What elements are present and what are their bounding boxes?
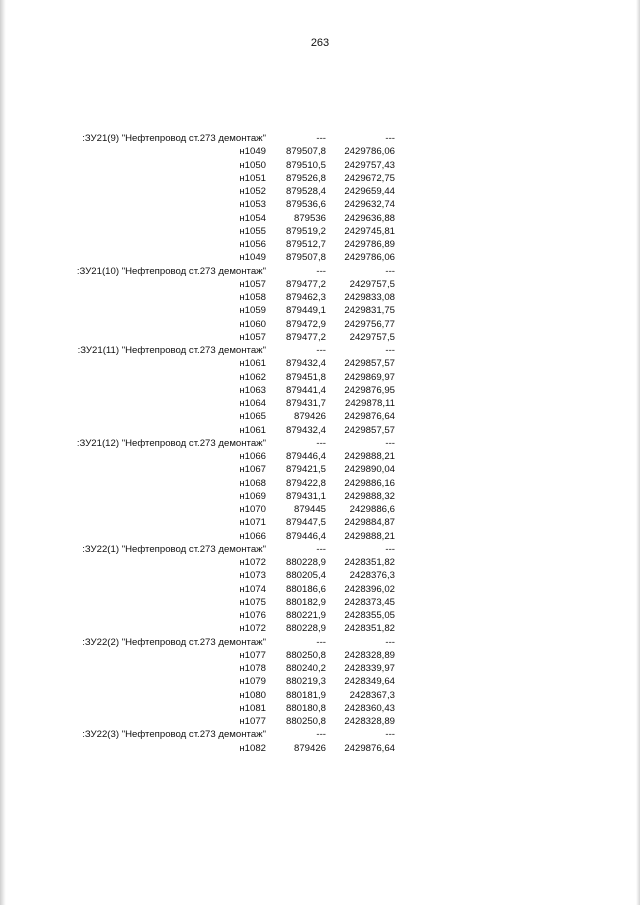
point-label: н1079	[239, 676, 266, 688]
table-row	[40, 145, 395, 158]
point-label: н1054	[239, 212, 266, 224]
coord-y: 2429876,64	[344, 411, 395, 423]
coord-y: 2428355,05	[344, 610, 395, 621]
coord-y: 2429876,64	[344, 742, 395, 754]
point-label: н1082	[239, 742, 266, 754]
page-edge-right	[636, 0, 640, 905]
coord-y: 2428328,89	[344, 716, 395, 727]
coord-y: 2429786,89	[344, 239, 395, 250]
coord-y: 2428339,97	[344, 663, 395, 674]
coord-y: ---	[385, 265, 395, 277]
coord-x: 880250,8	[285, 649, 326, 661]
point-label: н1068	[239, 477, 266, 489]
coord-x: 880181,9	[285, 689, 326, 701]
table-row	[40, 424, 395, 437]
point-label: :ЗУ21(9) "Нефтепровод ст.273 демонтаж"	[82, 133, 266, 144]
coord-y: 2429786,06	[344, 146, 395, 158]
table-row	[40, 503, 395, 516]
coordinates-table	[40, 132, 395, 755]
coord-x: ---	[316, 543, 326, 555]
page-edge-left	[0, 0, 6, 905]
coord-y: 2428373,45	[344, 596, 395, 608]
coord-y: ---	[385, 636, 395, 648]
coord-y: 2428360,43	[344, 702, 395, 714]
coord-x: 880180,8	[285, 702, 326, 714]
point-label: :ЗУ21(10) "Нефтепровод ст.273 демонтаж"	[76, 265, 266, 277]
coord-x: ---	[316, 437, 326, 449]
coord-x: 879422,8	[285, 477, 326, 489]
point-label: :ЗУ21(11) "Нефтепровод ст.273 демонтаж"	[77, 345, 266, 356]
coord-x: ---	[316, 729, 326, 741]
coord-y: ---	[385, 345, 395, 356]
coord-y: 2429831,75	[344, 305, 395, 317]
coord-y: 2429757,5	[349, 331, 395, 343]
point-label: н1062	[239, 371, 266, 383]
point-label: н1077	[239, 649, 266, 661]
table-row	[40, 530, 395, 543]
coord-y: 2429757,5	[349, 278, 395, 290]
table-row	[40, 318, 395, 331]
coord-x: 879446,4	[285, 530, 326, 542]
table-row	[40, 649, 395, 662]
coord-x: 879477,2	[285, 331, 326, 343]
section-header-row	[40, 728, 395, 741]
point-label: н1058	[239, 292, 266, 303]
coord-y: 2429757,43	[344, 159, 395, 171]
coord-x: 879519,2	[285, 225, 326, 237]
coord-y: ---	[385, 729, 395, 741]
coord-x: ---	[316, 345, 326, 356]
table-row	[40, 357, 395, 370]
point-label: н1067	[239, 464, 266, 476]
table-row	[40, 622, 395, 635]
point-label: н1052	[239, 186, 266, 197]
coord-y: 2428376,3	[349, 570, 395, 582]
table-row	[40, 569, 395, 582]
coord-x: 879445	[293, 504, 326, 515]
coord-y: 2429884,87	[344, 517, 395, 529]
point-label: н1057	[239, 331, 266, 343]
coord-y: 2429890,04	[344, 464, 395, 476]
coord-y: 2429756,77	[344, 318, 395, 330]
coord-y: 2428396,02	[344, 583, 395, 595]
coord-y: 2429886,6	[349, 504, 395, 515]
point-label: н1050	[239, 159, 266, 171]
table-row	[40, 371, 395, 384]
coord-x: 880219,3	[285, 676, 326, 688]
point-label: н1051	[239, 172, 266, 184]
table-row	[40, 583, 395, 596]
table-row	[40, 238, 395, 251]
coord-x: 879512,7	[285, 239, 326, 250]
coord-x: ---	[316, 265, 326, 277]
coord-x: 879447,5	[285, 517, 326, 529]
coord-y: 2428328,89	[344, 649, 395, 661]
coord-x: 879536	[293, 212, 326, 224]
coord-x: 879477,2	[285, 278, 326, 290]
point-label: н1076	[239, 610, 266, 621]
coord-y: 2429786,06	[344, 252, 395, 264]
coord-y: ---	[385, 133, 395, 144]
section-header-row	[40, 636, 395, 649]
coord-y: 2429869,97	[344, 371, 395, 383]
table-row	[40, 384, 395, 397]
coord-y: 2429857,57	[344, 424, 395, 436]
table-row	[40, 675, 395, 688]
point-label: :ЗУ22(1) "Нефтепровод ст.273 демонтаж"	[82, 543, 266, 555]
coord-x: 879432,4	[285, 424, 326, 436]
coord-y: 2429878,11	[345, 398, 395, 409]
point-label: н1061	[239, 358, 266, 370]
coord-x: ---	[316, 133, 326, 144]
section-header-row	[40, 543, 395, 556]
coord-y: 2428351,82	[344, 623, 395, 635]
coord-x: 879446,4	[285, 451, 326, 462]
point-label: н1070	[239, 504, 266, 515]
table-row	[40, 463, 395, 476]
table-row	[40, 291, 395, 304]
point-label: :ЗУ22(3) "Нефтепровод ст.273 демонтаж"	[82, 729, 266, 741]
coord-x: 880182,9	[285, 596, 326, 608]
coord-x: 879441,4	[285, 384, 326, 396]
point-label: н1080	[239, 689, 266, 701]
coord-y: 2428367,3	[349, 689, 395, 701]
coord-x: 880228,9	[285, 623, 326, 635]
coord-x: 879507,8	[285, 252, 326, 264]
point-label: н1060	[239, 318, 266, 330]
point-label: н1066	[239, 530, 266, 542]
coord-y: 2429672,75	[344, 172, 395, 184]
point-label: н1077	[239, 716, 266, 727]
section-header-row	[40, 265, 395, 278]
table-row	[40, 397, 395, 410]
coord-x: 879431,7	[285, 398, 326, 409]
coord-x: 879462,3	[285, 292, 326, 303]
coord-y: 2429876,95	[344, 384, 395, 396]
coord-x: 879421,5	[285, 464, 326, 476]
section-header-row	[40, 344, 395, 357]
coord-x: 879451,8	[285, 371, 326, 383]
coord-x: 879536,6	[285, 199, 326, 211]
coord-x: 880205,4	[285, 570, 326, 582]
table-row	[40, 172, 395, 185]
table-row	[40, 304, 395, 317]
point-label: н1057	[239, 278, 266, 290]
point-label: н1064	[239, 398, 266, 409]
table-row	[40, 251, 395, 264]
section-header-row	[40, 437, 395, 450]
coord-x: 879449,1	[285, 305, 326, 317]
coord-x: ---	[316, 636, 326, 648]
table-row	[40, 331, 395, 344]
coord-x: 879526,8	[285, 172, 326, 184]
coord-x: 879472,9	[285, 318, 326, 330]
coord-x: 880250,8	[285, 716, 326, 727]
coord-x: 879432,4	[285, 358, 326, 370]
point-label: н1055	[239, 225, 266, 237]
coord-y: 2429632,74	[344, 199, 395, 211]
coord-x: 880240,2	[285, 663, 326, 674]
table-row	[40, 225, 395, 238]
point-label: н1066	[239, 451, 266, 462]
table-row	[40, 742, 395, 755]
coord-y: 2429888,21	[344, 530, 395, 542]
table-row	[40, 450, 395, 463]
table-row	[40, 410, 395, 423]
point-label: н1073	[239, 570, 266, 582]
page-number: 263	[310, 37, 330, 49]
coord-x: 879528,4	[285, 186, 326, 197]
point-label: н1074	[239, 583, 266, 595]
point-label: н1078	[239, 663, 266, 674]
table-row	[40, 556, 395, 569]
table-row	[40, 212, 395, 225]
table-row	[40, 715, 395, 728]
coord-x: 880186,6	[285, 583, 326, 595]
coord-y: 2428351,82	[344, 557, 395, 568]
coord-y: 2429659,44	[344, 186, 395, 197]
coord-y: ---	[385, 437, 395, 449]
coord-y: 2429888,21	[344, 451, 395, 462]
coord-y: 2429857,57	[344, 358, 395, 370]
point-label: н1081	[239, 702, 266, 714]
table-row	[40, 702, 395, 715]
coord-x: 880228,9	[285, 557, 326, 568]
coord-y: 2429886,16	[344, 477, 395, 489]
table-row	[40, 689, 395, 702]
table-row	[40, 609, 395, 622]
coord-y: ---	[385, 543, 395, 555]
point-label: н1071	[239, 517, 266, 529]
coord-x: 879431,1	[285, 490, 326, 502]
table-row	[40, 596, 395, 609]
coord-y: 2429888,32	[344, 490, 395, 502]
point-label: н1049	[239, 252, 266, 264]
table-row	[40, 477, 395, 490]
coord-x: 879426	[293, 411, 326, 423]
table-row	[40, 490, 395, 503]
table-row	[40, 516, 395, 529]
point-label: н1061	[239, 424, 266, 436]
table-row	[40, 278, 395, 291]
coord-x: 879507,8	[285, 146, 326, 158]
point-label: н1063	[239, 384, 266, 396]
section-header-row	[40, 132, 395, 145]
table-row	[40, 159, 395, 172]
coord-y: 2429745,81	[344, 225, 395, 237]
table-row	[40, 198, 395, 211]
point-label: н1049	[239, 146, 266, 158]
point-label: н1065	[239, 411, 266, 423]
point-label: н1072	[239, 557, 266, 568]
coord-x: 879426	[293, 742, 326, 754]
coord-x: 879510,5	[285, 159, 326, 171]
point-label: н1072	[239, 623, 266, 635]
coord-y: 2429833,08	[344, 292, 395, 303]
point-label: н1075	[239, 596, 266, 608]
point-label: :ЗУ21(12) "Нефтепровод ст.273 демонтаж"	[76, 437, 266, 449]
point-label: :ЗУ22(2) "Нефтепровод ст.273 демонтаж"	[82, 636, 266, 648]
coordinates-table-body	[40, 132, 395, 755]
point-label: н1069	[239, 490, 266, 502]
table-row	[40, 662, 395, 675]
point-label: н1059	[239, 305, 266, 317]
coord-y: 2429636,88	[344, 212, 395, 224]
table-row	[40, 185, 395, 198]
point-label: н1056	[239, 239, 266, 250]
coord-y: 2428349,64	[344, 676, 395, 688]
point-label: н1053	[239, 199, 266, 211]
coord-x: 880221,9	[285, 610, 326, 621]
